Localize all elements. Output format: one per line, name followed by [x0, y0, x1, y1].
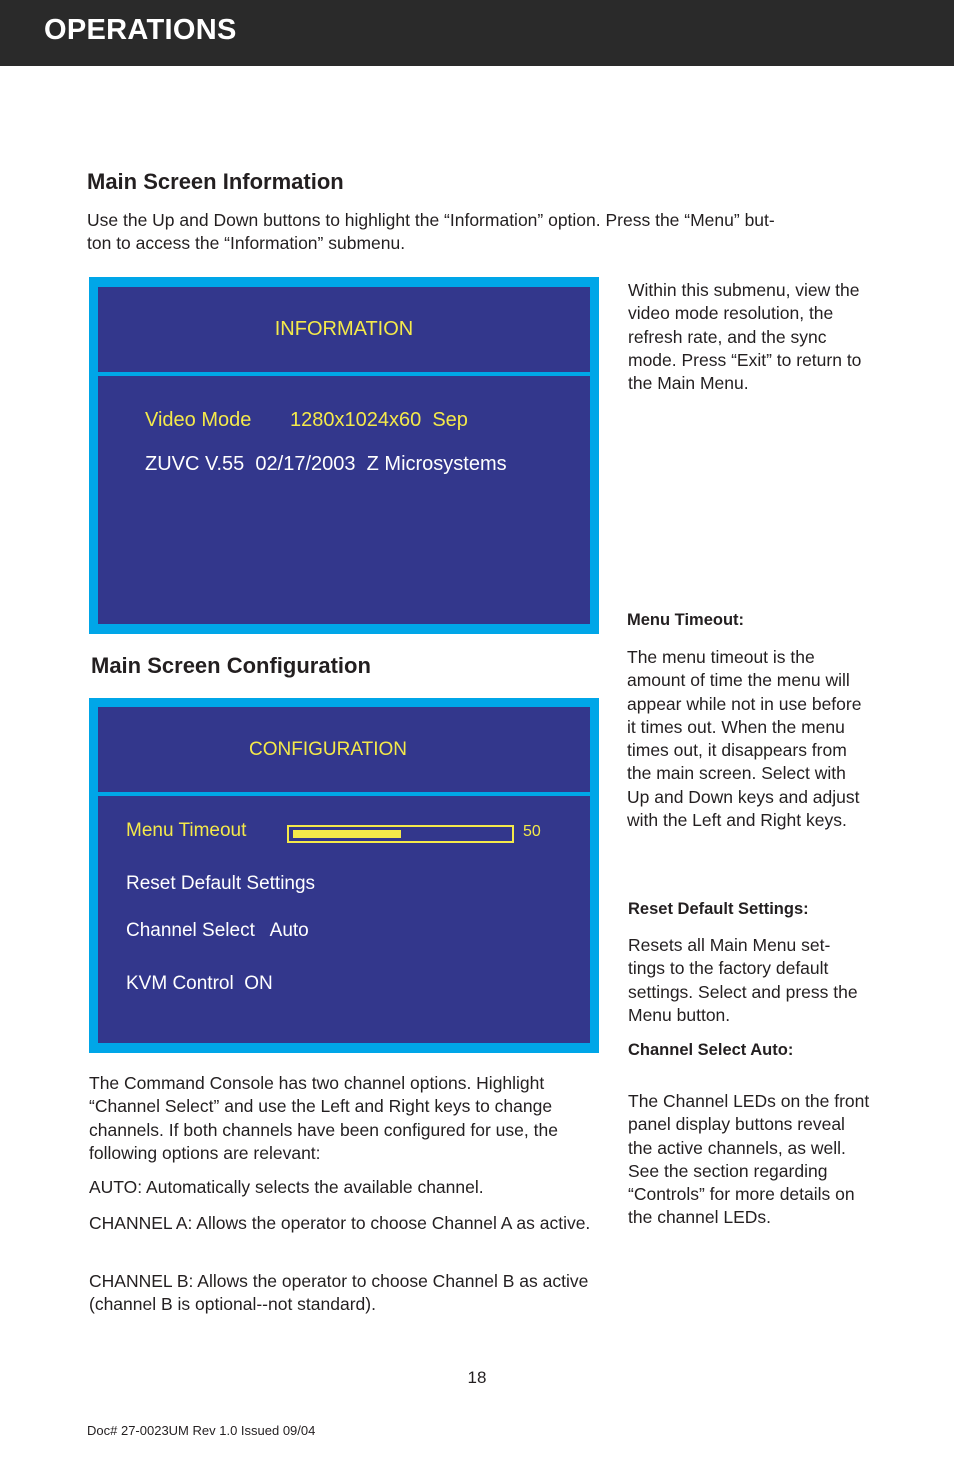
information-title-bar — [98, 287, 590, 372]
information-intro-line1: Use the Up and Down buttons to highlight the “Information” option. Press the “Menu” but- — [87, 210, 775, 230]
firmware-info-line: ZUVC V.55 02/17/2003 Z Microsystems — [145, 453, 507, 475]
menu-timeout-label: Menu Timeout — [126, 820, 247, 841]
menu-timeout-slider — [287, 825, 514, 843]
menu-timeout-value: 50 — [523, 823, 541, 840]
information-intro-line2: ton to access the “Information” submenu. — [87, 233, 406, 254]
channel-select-auto-description: The Channel LEDs on the front panel display buttons reveal the active channels, as well. See the section regarding “Controls” for more details on the channel LEDs. — [628, 1091, 870, 1228]
section-heading-configuration: Main Screen Configuration — [91, 653, 371, 678]
menu-timeout-slider-fill — [293, 830, 401, 838]
menu-timeout-description: The menu timeout is the amount of time the menu will appear while not in use before it times out. When the menu times out, it disappears from the main screen. Select with Up and Down keys and adjust with the Left and Right keys. — [627, 647, 862, 831]
reset-default-settings-description: Resets all Main Menu set-tings to the factory default settings. Select and press the Menu button. — [628, 935, 858, 1025]
channel-a-paragraph: CHANNEL A: Allows the operator to choose Channel A as active. — [89, 1213, 591, 1233]
video-mode-label: Video Mode — [145, 409, 252, 431]
reset-default-settings-heading: Reset Default Settings: — [628, 900, 809, 918]
configuration-title-bar — [98, 707, 590, 792]
page-number: 18 — [467, 1368, 487, 1387]
menu-timeout-heading: Menu Timeout: — [627, 611, 745, 629]
information-screen-title: INFORMATION — [274, 318, 414, 340]
page-header-title: OPERATIONS — [44, 14, 237, 46]
channel-b-paragraph: CHANNEL B: Allows the operator to choose Channel B as active (channel B is optional--not standard). — [89, 1271, 589, 1315]
reset-default-settings-item: Reset Default Settings — [126, 873, 316, 894]
information-intro — [87, 209, 887, 256]
configuration-screen-title: CONFIGURATION — [249, 739, 407, 760]
video-mode-value: 1280x1024x60 Sep — [290, 409, 468, 431]
auto-option-paragraph: AUTO: Automatically selects the available channel. — [89, 1177, 484, 1197]
kvm-control-item: KVM Control ON — [126, 973, 273, 994]
section-heading-information: Main Screen Information — [87, 169, 344, 194]
information-side-note: Within this submenu, view the video mode resolution, the refresh rate, and the sync mode. Press “Exit” to return to the Main Menu. — [628, 280, 862, 394]
information-body — [98, 376, 590, 624]
channel-options-paragraph: The Command Console has two channel options. Highlight “Channel Select” and use the Left and Right keys to change channels. If both channels have been configured for use, the following options are relevant: — [89, 1073, 558, 1163]
document-id: Doc# 27-0023UM Rev 1.0 Issued 09/04 — [87, 1423, 316, 1438]
channel-select-auto-heading: Channel Select Auto: — [628, 1041, 794, 1059]
configuration-body — [98, 796, 590, 1043]
configuration-screen — [89, 698, 599, 1053]
information-screen — [89, 277, 599, 634]
channel-select-item: Channel Select Auto — [126, 920, 309, 941]
